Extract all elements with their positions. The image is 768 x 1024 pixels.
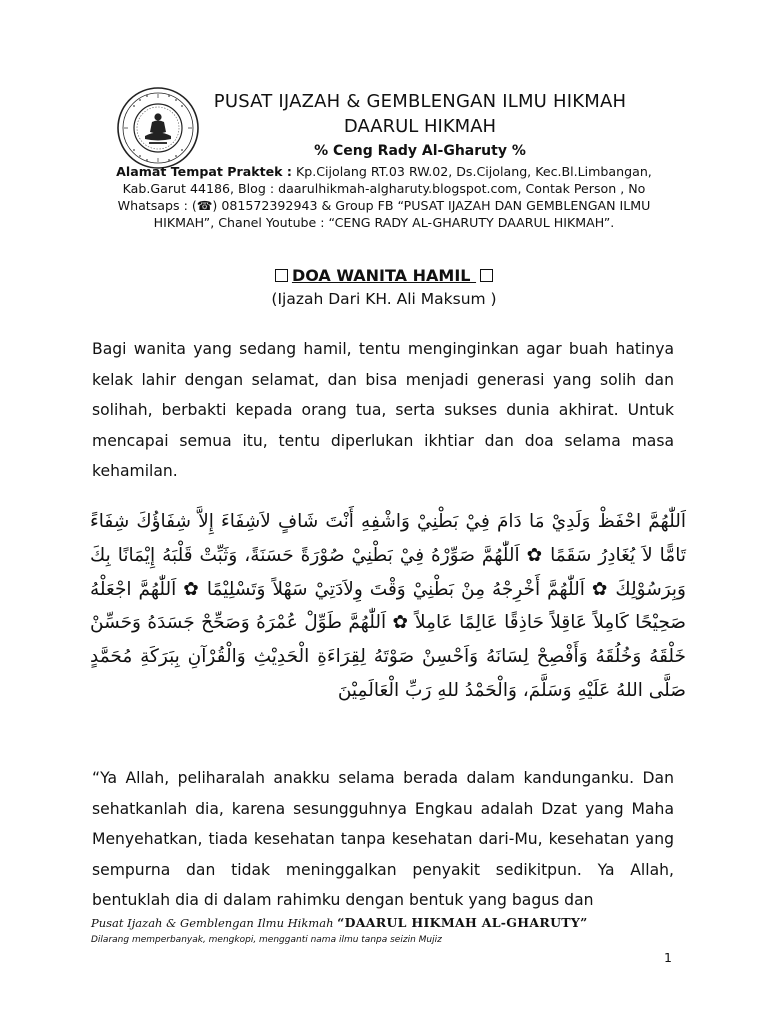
letterhead-address xyxy=(110,163,658,231)
letterhead-title: PUSAT IJAZAH & GEMBLENGAN ILMU HIKMAH xyxy=(213,91,627,112)
seal-logo xyxy=(116,86,200,170)
document-subtitle: (Ijazah Dari KH. Ali Maksum ) xyxy=(271,290,497,308)
intro-paragraph: Bagi wanita yang sedang hamil, tentu menginginkan agar buah hatinya kelak lahir dengan selamat, dan bisa menjadi generasi yang solih dan solihah, berbakti kepada orang tua, serta sukses dunia akhirat. Untuk mencapai semua itu, tentu diperlukan ikhtiar dan doa selama masa kehamilan. xyxy=(92,340,674,481)
document-title xyxy=(0,266,768,285)
letterhead-name: % Ceng Rady Al-Gharuty % xyxy=(314,143,526,159)
footer-brand xyxy=(91,915,588,930)
address-text: Kp.Cijolang RT.03 RW.02, Ds.Cijolang, Kec.Bl.Limbangan, Kab.Garut 44186, Blog : daarulhikmah-algharuty.blogspot.com, Contak Person , No Whatsaps : (☎) 081572392943 & Group FB “PUSAT IJAZAH DAN GEMBLENGAN ILMU HIKMAH”, Chanel Youtube : “CENG RADY AL-GHARUTY DAARUL HIKMAH”. xyxy=(117,164,652,230)
letterhead-subtitle: DAARUL HIKMAH xyxy=(343,116,497,137)
footer-notice: Dilarang memperbanyak, mengkopi, mengganti nama ilmu tanpa seizin Mujiz xyxy=(91,935,442,945)
document-title-text: DOA WANITA HAMIL xyxy=(291,266,477,285)
footer-script: Pusat Ijazah & Gemblengan Ilmu Hikmah xyxy=(91,916,334,930)
checkbox-square-icon xyxy=(275,269,288,282)
checkbox-square-icon xyxy=(480,269,493,282)
footer-brand-bold: “DAARUL HIKMAH AL-GHARUTY” xyxy=(337,915,588,930)
translation-paragraph: “Ya Allah, peliharalah anakku selama berada dalam kandunganku. Dan sehatkanlah dia, karena sesungguhnya Engkau adalah Dzat yang Maha Menyehatkan, tiada kesehatan tanpa kesehatan dari-Mu, kesehatan yang sempurna dan tidak meninggalkan penyakit sedikitpun. Ya Allah, bentuklah dia di dalam rahimku dengan bentuk yang bagus dan xyxy=(92,769,674,910)
address-label: Alamat Tempat Praktek : xyxy=(116,164,292,179)
page-number: 1 xyxy=(664,950,672,965)
arabic-prayer: اَللّٰهُمَّ احْفَظْ وَلَدِيْ مَا دَامَ فِيْ بَطْنِيْ وَاشْفِهِ أَنْتَ شَافٍ لاَشِفَاءَ إِلاَّ شِفَاؤُكَ شِفَاءً تَامًّا لاَ يُغَادِرُ سَقَمًا ✿ اَللّٰهُمَّ صَوِّرْهُ فِيْ بَطْنِيْ صُوْرَةً حَسَنَةً، وَثَبِّتْ قَلْبَهُ إِيْمَانًا بِكَ وَبِرَسُوْلِكَ ✿ اَللّٰهُمَّ أَخْرِجْهُ مِنْ بَطْنِيْ وَقْتَ وِلاَدَتِيْ سَهْلاً وَتَسْلِيْمًا ✿ اَللّٰهُمَّ اجْعَلْهُ صَحِيْحًا كَامِلاً عَاقِلاً حَاذِقًا عَالِمًا عَامِلاً ✿ اَللّٰهُمَّ طَوِّلْ عُمْرَهُ وَصَحِّحْ جَسَدَهُ وَحَسِّنْ خَلْقَهُ وَخُلُقَهُ وَأَفْصِحْ لِسَانَهُ وَاَحْسِنْ صَوْتَهُ لِقِرَاءَةِ الْحَدِيْثِ وَالْقُرْآنِ بِبَرَكَةِ مُحَمَّدٍ صَلَّى اللهُ عَلَيْهِ وَسَلَّمَ، وَالْحَمْدُ للهِ رَبِّ الْعَالَمِيْنَ xyxy=(90,511,686,701)
